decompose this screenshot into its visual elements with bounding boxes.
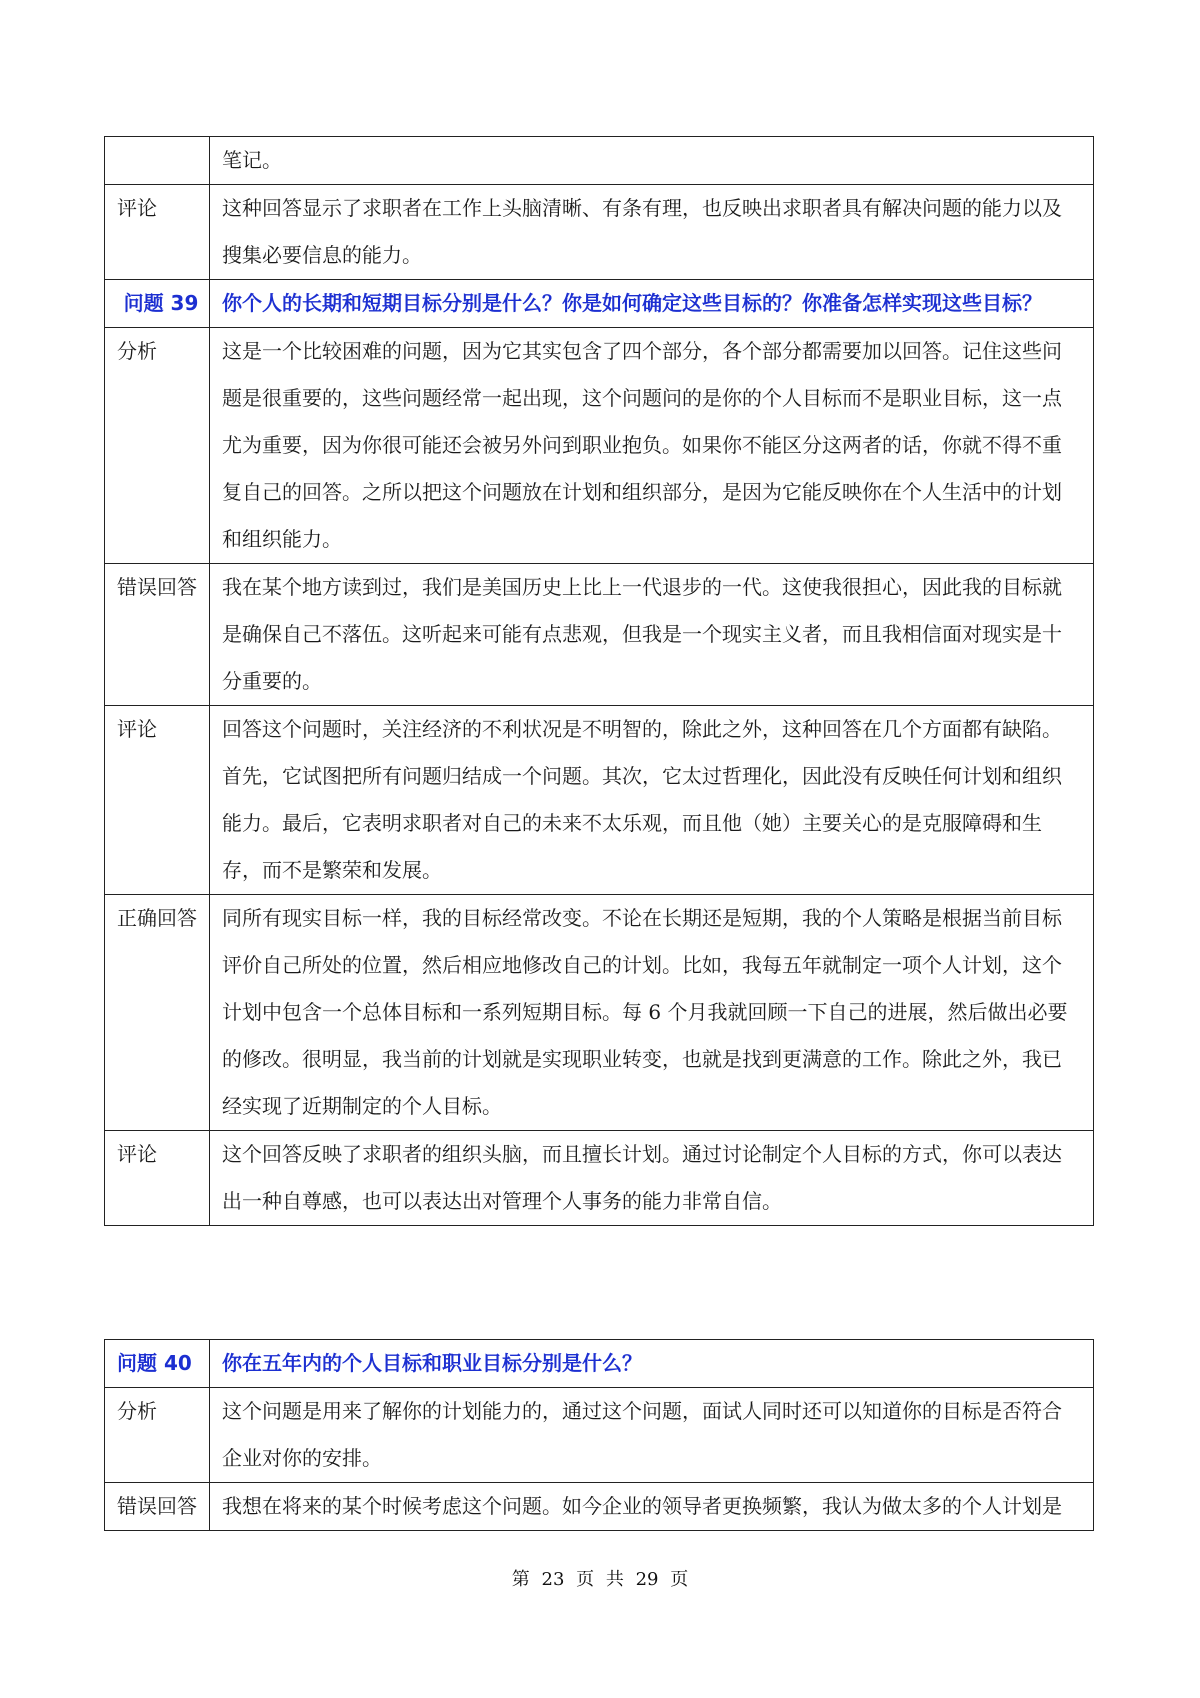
page-number-footer: 第 23 页 共 29 页 <box>511 1569 689 1590</box>
question-number: 问题 40 <box>105 1340 210 1388</box>
question-text: 你个人的长期和短期目标分别是什么？你是如何确定这些目标的？你准备怎样实现这些目标？ <box>210 280 1094 328</box>
row-label: 评论 <box>105 185 210 280</box>
row-text: 我想在将来的某个时候考虑这个问题。如今企业的领导者更换频繁，我认为做太多的个人计划是 <box>210 1483 1094 1531</box>
qa-table-question-40 <box>104 1339 1094 1531</box>
row-text: 这个回答反映了求职者的组织头脑，而且擅长计划。通过讨论制定个人目标的方式，你可以表达出一种自尊感，也可以表达出对管理个人事务的能力非常自信。 <box>210 1131 1094 1226</box>
table-row <box>105 895 1094 1131</box>
qa-table-question-39 <box>104 136 1094 1226</box>
row-label: 错误回答 <box>105 564 210 706</box>
row-label: 正确回答 <box>105 895 210 1131</box>
table-row <box>105 1483 1094 1531</box>
row-label <box>105 137 210 185</box>
table-row <box>105 328 1094 564</box>
row-label: 错误回答 <box>105 1483 210 1531</box>
row-text: 这种回答显示了求职者在工作上头脑清晰、有条有理，也反映出求职者具有解决问题的能力以及搜集必要信息的能力。 <box>210 185 1094 280</box>
row-label: 分析 <box>105 1388 210 1483</box>
question-number: 问题 39 <box>105 280 210 328</box>
table-row <box>105 1131 1094 1226</box>
table-row <box>105 564 1094 706</box>
row-text: 同所有现实目标一样，我的目标经常改变。不论在长期还是短期，我的个人策略是根据当前目标评价自己所处的位置，然后相应地修改自己的计划。比如，我每五年就制定一项个人计划，这个计划中包含一个总体目标和一系列短期目标。每 6 个月我就回顾一下自己的进展，然后做出必要的修改。很明显，我当前的计划就是实现职业转变，也就是找到更满意的工作。除此之外，我已经实现了近期制定的个人目标。 <box>210 895 1094 1131</box>
question-text: 你在五年内的个人目标和职业目标分别是什么？ <box>210 1340 1094 1388</box>
row-text: 这是一个比较困难的问题，因为它其实包含了四个部分，各个部分都需要加以回答。记住这些问题是很重要的，这些问题经常一起出现，这个问题问的是你的个人目标而不是职业目标，这一点尤为重要，因为你很可能还会被另外问到职业抱负。如果你不能区分这两者的话，你就不得不重复自己的回答。之所以把这个问题放在计划和组织部分，是因为它能反映你在个人生活中的计划和组织能力。 <box>210 328 1094 564</box>
table-row <box>105 1388 1094 1483</box>
question-row <box>105 1340 1094 1388</box>
table-row <box>105 185 1094 280</box>
row-label: 评论 <box>105 1131 210 1226</box>
row-label: 评论 <box>105 706 210 895</box>
row-text: 这个问题是用来了解你的计划能力的，通过这个问题，面试人同时还可以知道你的目标是否符合企业对你的安排。 <box>210 1388 1094 1483</box>
row-label: 分析 <box>105 328 210 564</box>
row-text: 笔记。 <box>210 137 1094 185</box>
table-row <box>105 706 1094 895</box>
row-text: 我在某个地方读到过，我们是美国历史上比上一代退步的一代。这使我很担心，因此我的目标就是确保自己不落伍。这听起来可能有点悲观，但我是一个现实主义者，而且我相信面对现实是十分重要的。 <box>210 564 1094 706</box>
row-text: 回答这个问题时，关注经济的不利状况是不明智的，除此之外，这种回答在几个方面都有缺陷。首先，它试图把所有问题归结成一个问题。其次，它太过哲理化，因此没有反映任何计划和组织能力。最后，它表明求职者对自己的未来不太乐观，而且他（她）主要关心的是克服障碍和生存，而不是繁荣和发展。 <box>210 706 1094 895</box>
table-row <box>105 137 1094 185</box>
question-row <box>105 280 1094 328</box>
